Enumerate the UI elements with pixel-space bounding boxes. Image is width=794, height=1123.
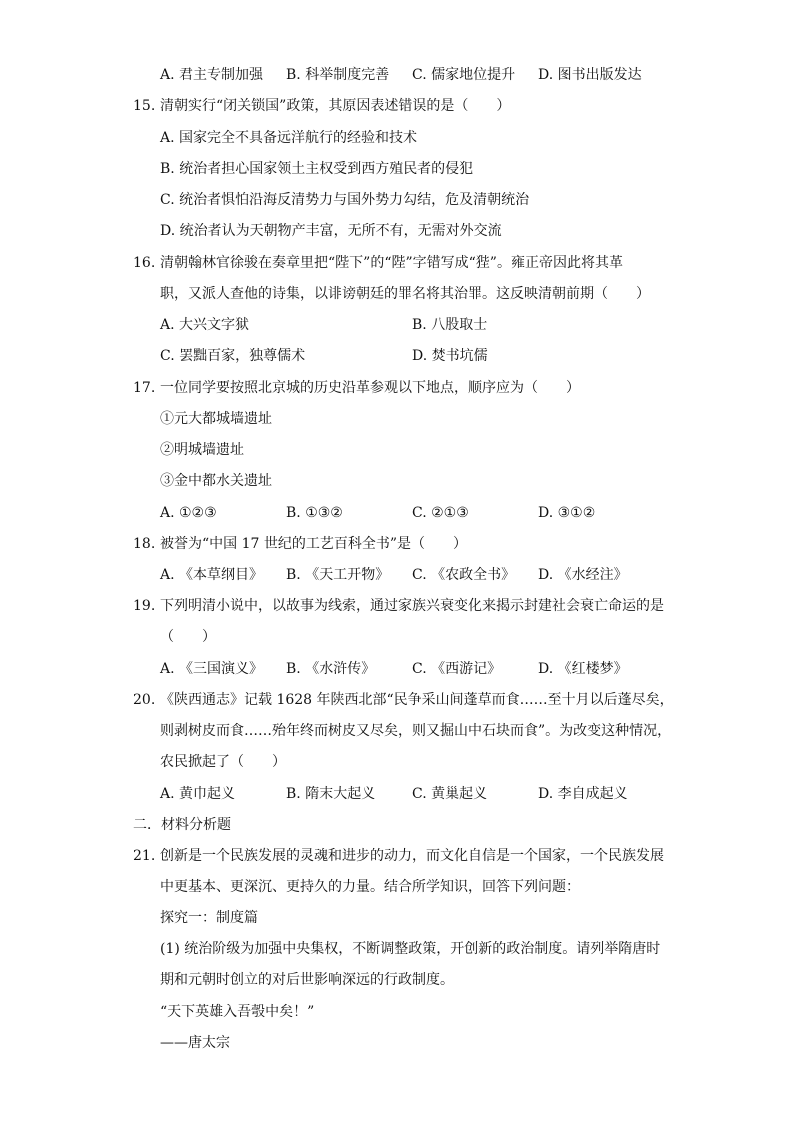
q17-item-2: ②明城墙遗址 <box>160 442 244 458</box>
q18-stem: 被誉为“中国 17 世纪的工艺百科全书”是（ ） <box>160 536 468 552</box>
q17-item-1: ①元大都城墙遗址 <box>160 411 272 427</box>
q20-number: 20. <box>133 692 156 708</box>
section-heading: 二．材料分析题 <box>133 817 231 833</box>
q21-number: 21. <box>133 848 156 864</box>
q21-part1-line-2: 期和元朝时创立的对后世影响深远的行政制度。 <box>160 972 454 988</box>
q21-stem-line-2: 中更基本、更深沉、更持久的力量。结合所学知识，回答下列问题： <box>160 879 580 895</box>
q21-attribution: ——唐太宗 <box>160 1035 230 1051</box>
q19-stem-line-1: 下列明清小说中，以故事为线索，通过家族兴衰变化来揭示封建社会衰亡命运的是 <box>160 598 664 614</box>
q19-stem-line-2: （ ） <box>160 629 216 645</box>
q16-stem-line-2: 职，又派人查他的诗集，以诽谤朝廷的罪名将其治罪。这反映清朝前期（ ） <box>160 286 650 302</box>
q21-sub-heading: 探究一：制度篇 <box>160 910 258 926</box>
q20-option-d: D. 李自成起义 <box>538 786 628 802</box>
q16-option-d: D. 焚书坑儒 <box>412 348 488 364</box>
q19-number: 19. <box>133 598 156 614</box>
q16-option-a: A. 大兴文字狱 <box>160 317 250 333</box>
q18-option-d: D. 《水经注》 <box>538 567 628 583</box>
q15-option-a: A. 国家完全不具备远洋航行的经验和技术 <box>160 130 418 146</box>
q15-option-d: D. 统治者认为天朝物产丰富，无所不有，无需对外交流 <box>160 223 502 239</box>
q20-stem-line-1: 《陕西通志》记载 1628 年陕西北部“民争采山间蓬草而食……至十月以后蓬尽矣， <box>160 692 674 708</box>
q17-option-d: D. ③①② <box>538 505 596 521</box>
q16-number: 16. <box>133 255 156 271</box>
q17-number: 17. <box>133 380 156 396</box>
q21-stem-line-1: 创新是一个民族发展的灵魂和进步的动力，而文化自信是一个国家，一个民族发展 <box>160 848 664 864</box>
q19-option-a: A. 《三国演义》 <box>160 661 264 677</box>
q20-stem-line-3: 农民掀起了（ ） <box>160 754 286 770</box>
q20-option-a: A. 黄巾起义 <box>160 786 236 802</box>
q16-option-c: C. 罢黜百家，独尊儒术 <box>160 348 306 364</box>
q15-option-b: B. 统治者担心国家领土主权受到西方殖民者的侵犯 <box>160 161 474 177</box>
q17-option-b: B. ①③② <box>286 505 343 521</box>
q18-number: 18. <box>133 536 156 552</box>
q21-quote: “天下英雄入吾彀中矣！” <box>160 1004 315 1020</box>
q14-option-c: C. 儒家地位提升 <box>412 67 516 83</box>
q20-option-b: B. 隋末大起义 <box>286 786 376 802</box>
q20-stem-line-2: 则剥树皮而食……殆年终而树皮又尽矣，则又掘山中石块而食”。为改变这种情况， <box>160 723 672 739</box>
q18-option-b: B. 《天工开物》 <box>286 567 390 583</box>
q15-option-c: C. 统治者惧怕沿海反清势力与国外势力勾结，危及清朝统治 <box>160 192 530 208</box>
q14-option-b: B. 科举制度完善 <box>286 67 390 83</box>
q20-option-c: C. 黄巢起义 <box>412 786 488 802</box>
q21-part1-line-1: (1) 统治阶级为加强中央集权，不断调整政策，开创新的政治制度。请列举隋唐时 <box>160 941 661 957</box>
q16-stem-line-1: 清朝翰林官徐骏在奏章里把“陛下”的“陛”字错写成“狴”。雍正帝因此将其革 <box>160 255 623 271</box>
q18-option-a: A. 《本草纲目》 <box>160 567 264 583</box>
q18-option-c: C. 《农政全书》 <box>412 567 516 583</box>
q15-number: 15. <box>133 98 156 114</box>
q19-option-b: B. 《水浒传》 <box>286 661 376 677</box>
q14-option-a: A. 君主专制加强 <box>160 67 264 83</box>
q19-option-c: C. 《西游记》 <box>412 661 502 677</box>
q17-stem: 一位同学要按照北京城的历史沿革参观以下地点，顺序应为（ ） <box>160 380 580 396</box>
q19-option-d: D. 《红楼梦》 <box>538 661 628 677</box>
q15-stem: 清朝实行“闭关锁国”政策，其原因表述错误的是（ ） <box>160 98 511 114</box>
q17-option-a: A. ①②③ <box>160 505 217 521</box>
q17-item-3: ③金中都水关遗址 <box>160 473 272 489</box>
q14-option-d: D. 图书出版发达 <box>538 67 642 83</box>
q17-option-c: C. ②①③ <box>412 505 469 521</box>
q16-option-b: B. 八股取士 <box>412 317 488 333</box>
